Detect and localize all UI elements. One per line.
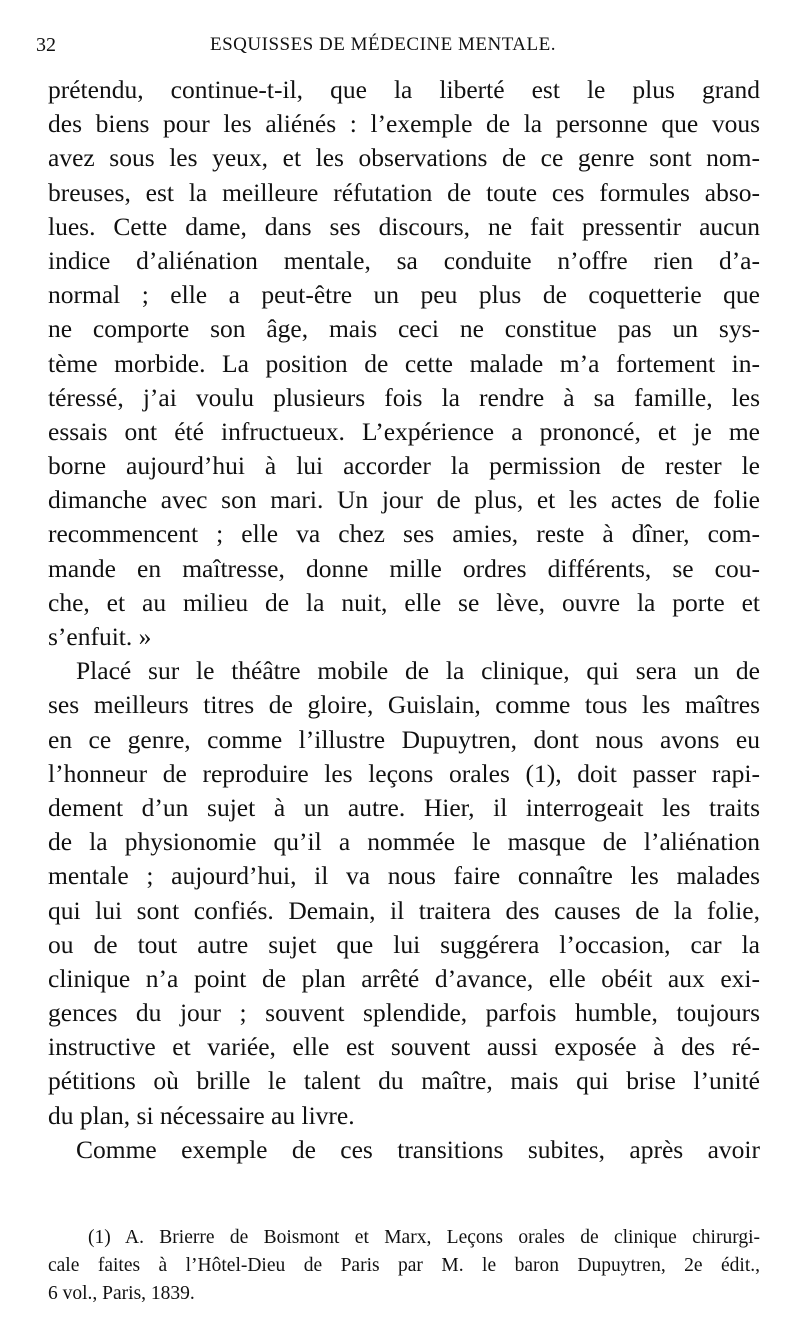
footnotes: [48, 1224, 760, 1308]
text-line: prétendu, continue-t-il, que la liberté est le plus grand: [48, 75, 760, 104]
text-line: du plan, si nécessaire au livre.: [48, 1100, 355, 1130]
footnote-line: (1) A. Brierre de Boismont et Marx, Leçons orales de clinique chirurgi-: [88, 1227, 760, 1248]
footnote-line: cale faites à l’Hôtel-Dieu de Paris par M. le baron Dupuytren, 2e édit.,: [48, 1255, 760, 1276]
text-line: gences du jour ; souvent splendide, parfois humble, toujours: [48, 998, 760, 1028]
text-line: avez sous les yeux, et les observations de ce genre sont nom-: [48, 143, 760, 173]
text-line: mande en maîtresse, donne mille ordres différents, se cou-: [48, 553, 760, 583]
body-text: [48, 73, 760, 1167]
text-line: Comme exemple de ces transitions subites, après avoir: [76, 1134, 760, 1164]
text-line: ne comporte son âge, mais ceci ne constitue pas un sys-: [48, 314, 760, 344]
text-line: che, et au milieu de la nuit, elle se lève, ouvre la porte et: [48, 587, 760, 617]
text-line: ou de tout autre sujet que lui suggérera l’occasion, car la: [48, 929, 760, 959]
text-line: dimanche avec son mari. Un jour de plus, et les actes de folie: [48, 485, 760, 515]
footnote-line: 6 vol., Paris, 1839.: [48, 1283, 195, 1304]
text-line: l’honneur de reproduire les leçons orales (1), doit passer rapi-: [48, 758, 760, 788]
text-line: dement d’un sujet à un autre. Hier, il interrogeait les traits: [48, 792, 760, 822]
running-title: ESQUISSES DE MÉDECINE MENTALE.: [210, 34, 556, 55]
text-line: borne aujourd’hui à lui accorder la permission de rester le: [48, 451, 760, 481]
running-head: [36, 34, 766, 64]
text-line: lues. Cette dame, dans ses discours, ne fait pressentir aucun: [48, 211, 760, 241]
text-line: de la physionomie qu’il a nommée le masque de l’aliénation: [48, 827, 760, 857]
text-line: mentale ; aujourd’hui, il va nous faire connaître les malades: [48, 861, 760, 891]
text-line: pétitions où brille le talent du maître, mais qui brise l’unité: [48, 1066, 760, 1096]
text-line: breuses, est la meilleure réfutation de toute ces formules abso-: [48, 177, 760, 207]
text-line: instructive et variée, elle est souvent aussi exposée à des ré-: [48, 1032, 760, 1062]
text-line: essais ont été infructueux. L’expérience a prononcé, et je me: [48, 416, 760, 446]
text-line: clinique n’a point de plan arrêté d’avance, elle obéit aux exi-: [48, 963, 760, 993]
text-line: qui lui sont confiés. Demain, il traitera des causes de la folie,: [48, 895, 760, 925]
text-line: tème morbide. La position de cette malade m’a fortement in-: [48, 348, 760, 378]
text-line: des biens pour les aliénés : l’exemple de la personne que vous: [48, 109, 760, 139]
text-line: téressé, j’ai voulu plusieurs fois la rendre à sa famille, les: [48, 382, 760, 412]
text-line: normal ; elle a peut-être un peu plus de coquetterie que: [48, 280, 760, 310]
text-line: en ce genre, comme l’illustre Dupuytren, dont nous avons eu: [48, 724, 760, 754]
page-number: 32: [36, 34, 56, 56]
text-line: ses meilleurs titres de gloire, Guislain, comme tous les maîtres: [48, 690, 760, 720]
text-line: indice d’aliénation mentale, sa conduite n’offre rien d’a-: [48, 245, 760, 275]
text-line: Placé sur le théâtre mobile de la clinique, qui sera un de: [76, 656, 760, 686]
text-line: s’enfuit. »: [48, 622, 152, 651]
text-line: recommencent ; elle va chez ses amies, reste à dîner, com-: [48, 519, 760, 549]
